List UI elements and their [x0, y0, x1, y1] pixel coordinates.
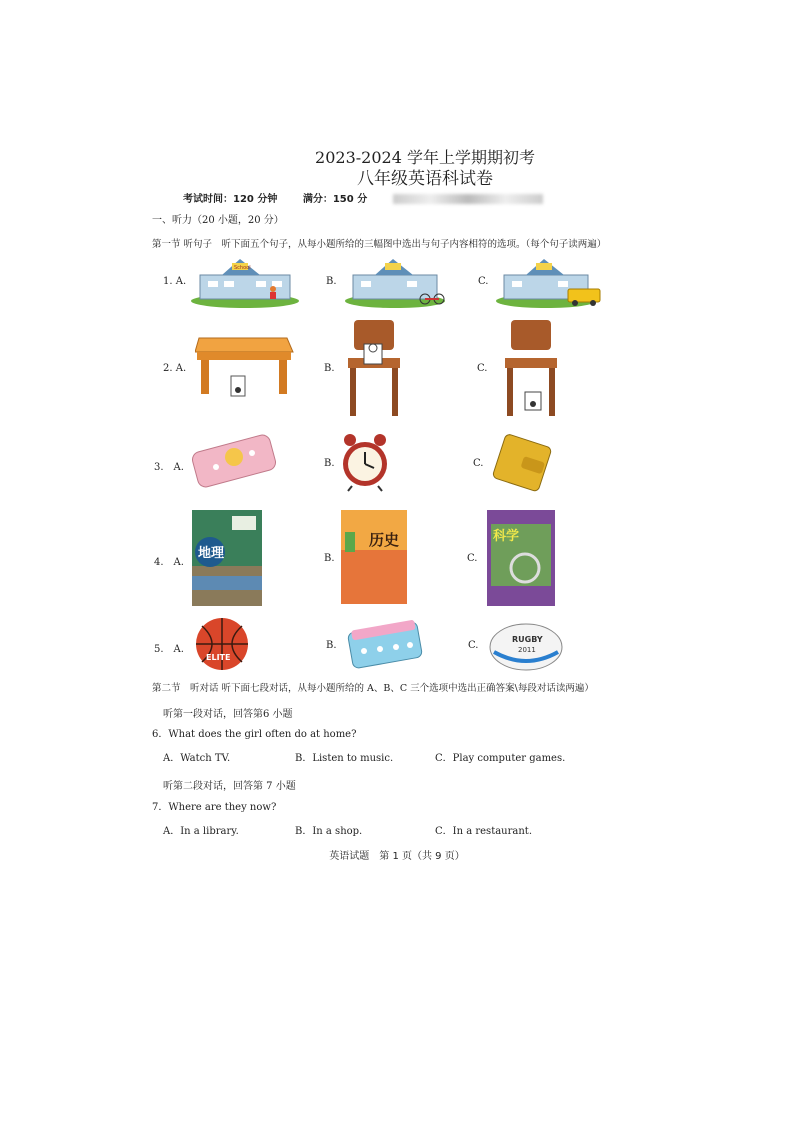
q3-label-a: 3. A.	[154, 462, 184, 473]
q4-label-c: C.	[467, 553, 478, 564]
rugby-text: RUGBY	[512, 635, 543, 644]
exam-time: 考试时间：120 分钟	[183, 194, 278, 205]
part1-instructions: 第一节 听句子 听下面五个句子，从每小题所给的三幅图中选出与句子内容相符的选项。（每个句子读两遍）	[152, 239, 607, 250]
rugby-ball-picture	[488, 622, 564, 672]
school-picture-1	[190, 253, 300, 308]
school-picture-2	[345, 253, 450, 308]
geography-title: 地理	[198, 546, 225, 561]
rugby-year: 2011	[518, 646, 536, 654]
q5-label-c: C.	[468, 640, 479, 651]
exam-title: 2023-2024 学年上学期期初考	[315, 148, 535, 167]
alarm-clock-picture	[340, 432, 390, 492]
q7-option-b: B．In a shop.	[295, 826, 363, 837]
q7-option-a: A．In a library.	[163, 826, 239, 837]
history-book-picture	[341, 510, 407, 604]
q2-label-c: C.	[477, 363, 488, 374]
q7-option-c: C．In a restaurant.	[435, 826, 532, 837]
q2-label-a: 2. A.	[163, 363, 187, 374]
redacted-info	[393, 194, 543, 204]
q4-label-a: 4. A.	[154, 557, 184, 568]
dialog2-intro: 听第二段对话，回答第 7 小题	[163, 781, 296, 792]
q3-label-b: B.	[324, 458, 335, 469]
q6-option-a: A．Watch TV.	[163, 753, 231, 764]
full-score: 满分：150 分	[302, 194, 368, 205]
dialog1-intro: 听第一段对话，回答第6 小题	[163, 709, 293, 720]
exam-meta	[183, 190, 565, 205]
science-title: 科学	[493, 529, 520, 544]
q6-option-b: B．Listen to music.	[295, 753, 394, 764]
q5-label-b: B.	[326, 640, 337, 651]
chair-cat-under-picture	[501, 318, 561, 418]
pencil-case-picture	[344, 617, 426, 675]
q1-label-a: 1. A.	[163, 276, 187, 287]
q1-label-b: B.	[326, 276, 337, 287]
science-book-picture	[487, 510, 555, 606]
geography-book-picture	[192, 510, 262, 606]
desk-picture	[195, 332, 295, 404]
q1-label-c: C.	[478, 276, 489, 287]
q2-label-b: B.	[324, 363, 335, 374]
q3-label-c: C.	[473, 458, 484, 469]
school-sign: School	[234, 265, 251, 271]
chair-cat-on-picture	[344, 318, 404, 418]
question-7: 7．Where are they now?	[152, 802, 277, 813]
part2-instructions: 第二节 听对话 听下面七段对话，从每小题所给的 A、B、C 三个选项中选出正确答案\每段对话读两遍）	[152, 683, 594, 694]
section1-heading: 一、听力（20 小题，20 分）	[152, 215, 284, 226]
page-footer: 英语试题 第 1 页（共 9 页）	[329, 851, 465, 862]
question-6: 6．What does the girl often do at home?	[152, 729, 357, 740]
q4-label-b: B.	[324, 553, 335, 564]
q6-option-c: C．Play computer games.	[435, 753, 566, 764]
school-picture-3	[496, 253, 604, 308]
pencil-box-picture	[190, 433, 278, 488]
basketball-picture	[194, 616, 250, 672]
q5-label-a: 5. A.	[154, 644, 184, 655]
exam-subtitle: 八年级英语科试卷	[357, 169, 493, 189]
history-title: 历史	[369, 531, 400, 549]
wallet-picture	[492, 432, 554, 494]
ball-brand: ELITE	[206, 653, 231, 662]
